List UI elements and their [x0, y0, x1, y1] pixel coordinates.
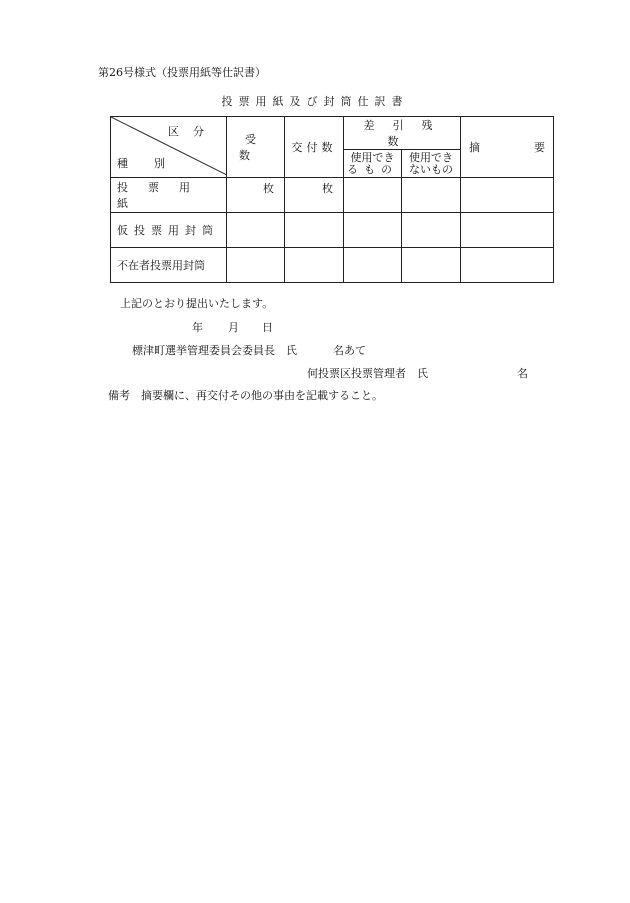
- table-row: [111, 248, 554, 283]
- document-title: 投票用紙及び封筒仕訳書: [221, 95, 409, 108]
- row-label-absentee-envelope-text: 不在者投票用封筒: [117, 259, 205, 272]
- header-notes: [461, 117, 554, 178]
- header-received-label: 受数: [239, 133, 278, 162]
- header-unusable-line2: ないもの: [409, 162, 453, 176]
- date-month: 月: [228, 321, 239, 334]
- cell-usable: [344, 213, 402, 248]
- unit-label: 枚: [322, 182, 333, 195]
- cell-received: [227, 248, 285, 283]
- cell-issued: [285, 213, 344, 248]
- cell-received: [227, 213, 285, 248]
- header-remaining: [344, 117, 461, 150]
- sorting-table: [110, 116, 554, 283]
- row-label-ballot-paper: [111, 178, 227, 213]
- cell-issued: [285, 178, 344, 213]
- cell-usable: [344, 248, 402, 283]
- header-usable-line2: るもの: [347, 162, 398, 176]
- row-label-absentee-envelope: [111, 248, 227, 283]
- table-row: [111, 213, 554, 248]
- header-remaining-unusable: [402, 150, 461, 178]
- cell-notes: [461, 248, 554, 283]
- cell-unusable: [402, 178, 461, 213]
- submitter-name-suffix: 名: [517, 367, 528, 380]
- cell-usable: [344, 178, 402, 213]
- header-unusable-line1: 使用でき: [409, 150, 453, 164]
- date-day: 日: [262, 321, 273, 334]
- header-remaining-label: 差引残数: [363, 119, 451, 148]
- cell-unusable: [402, 248, 461, 283]
- date-year: 年: [192, 321, 203, 334]
- cell-received: [227, 178, 285, 213]
- addressee-suffix: 名あて: [333, 344, 366, 357]
- corner-header-cell: [111, 117, 227, 178]
- corner-label-category: 区分: [168, 125, 218, 138]
- row-label-ballot-paper-text: 投票用紙: [117, 181, 210, 210]
- cell-issued: [285, 248, 344, 283]
- header-notes-right: 要: [534, 141, 545, 154]
- cell-notes: [461, 178, 554, 213]
- submission-statement: 上記のとおり提出いたします。: [120, 297, 274, 310]
- header-notes-left: 摘: [469, 141, 480, 154]
- row-label-provisional-envelope-text: 仮投票用封筒: [117, 224, 219, 237]
- table-row: [111, 178, 554, 213]
- header-issued: [285, 117, 344, 178]
- unit-label: 枚: [263, 182, 274, 195]
- addressee-name: 標津町選挙管理委員会委員長 氏: [132, 344, 297, 357]
- remarks: 備考 摘要欄に、再交付その他の事由を記載すること。: [108, 389, 383, 402]
- header-remaining-usable: [344, 150, 402, 178]
- cell-notes: [461, 213, 554, 248]
- header-received: [227, 117, 285, 178]
- header-usable-line1: 使用でき: [350, 150, 395, 164]
- row-label-provisional-envelope: [111, 213, 227, 248]
- submitter-title: 何投票区投票管理者 氏: [307, 367, 428, 380]
- corner-label-type: 種別: [117, 157, 191, 170]
- header-issued-label: 交付数: [291, 141, 337, 154]
- cell-unusable: [402, 213, 461, 248]
- form-number: 第26号様式（投票用紙等仕訳書）: [98, 66, 266, 79]
